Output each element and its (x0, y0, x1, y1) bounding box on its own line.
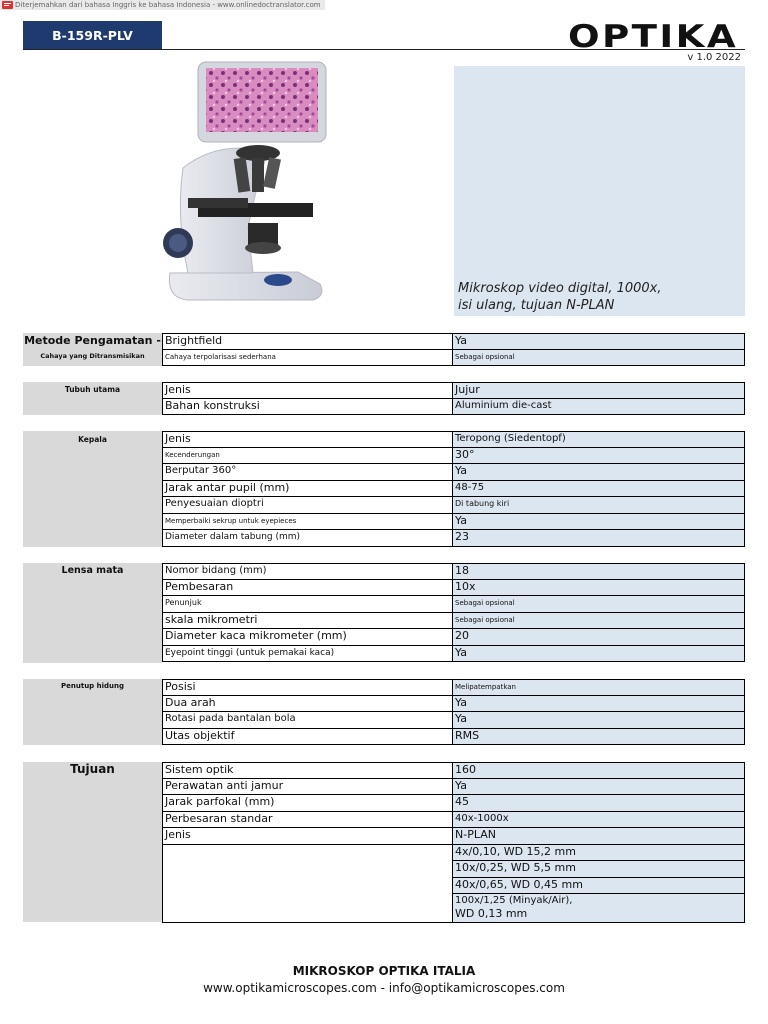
spec-label: Brightfield (162, 333, 453, 350)
spec-value: 20 (453, 629, 745, 646)
spec-value: 18 (453, 563, 745, 580)
spec-label: Nomor bidang (mm) (162, 563, 453, 580)
section-title: Tubuh utama (64, 385, 121, 394)
spec-label: Dua arah (162, 696, 453, 713)
spec-value: 10x (453, 580, 745, 597)
spec-value: Ya (453, 696, 745, 713)
spec-value: Sebagai opsional (453, 350, 745, 367)
spec-value: 45 (453, 795, 745, 812)
objective-value: 4x/0,10, WD 15,2 mm (453, 845, 745, 862)
spec-label: Jenis (162, 382, 453, 399)
section-observation-method (23, 333, 745, 366)
section-objectives (23, 762, 745, 922)
spec-label: Kecenderungan (162, 448, 453, 465)
section-title: Tujuan (70, 762, 115, 776)
section-eyepiece (23, 563, 745, 663)
spec-value: Melipatempatkan (453, 679, 745, 696)
svg-text:OPTIKA: OPTIKA (568, 19, 738, 52)
description-line: isi ulang, tujuan N-PLAN (458, 298, 615, 313)
spec-value: Ya (453, 712, 745, 729)
spec-value: Ya (453, 464, 745, 481)
translator-logo-icon (2, 1, 13, 9)
spec-label: Bahan konstruksi (162, 399, 453, 416)
spec-label: Cahaya terpolarisasi sederhana (162, 350, 453, 367)
spec-value: 160 (453, 762, 745, 779)
footer-company: MIKROSKOP OPTIKA ITALIA (292, 964, 476, 978)
spec-label: Diameter dalam tabung (mm) (162, 530, 453, 547)
spec-label: Jenis (162, 828, 453, 845)
spec-label: Perbesaran standar (162, 812, 453, 829)
spec-label: Penunjuk (162, 596, 453, 613)
spec-label: Utas objektif (162, 729, 453, 746)
spec-value: Ya (453, 333, 745, 350)
section-label (23, 563, 162, 663)
section-head (23, 431, 745, 547)
model-badge (23, 21, 162, 49)
section-title: Kepala (78, 435, 107, 444)
description-panel (454, 66, 745, 316)
spec-value: Jujur (453, 382, 745, 399)
spec-label: Eyepoint tinggi (untuk pemakai kaca) (162, 646, 453, 663)
spec-label: Sistem optik (162, 762, 453, 779)
spec-label: Posisi (162, 679, 453, 696)
spec-label: skala mikrometri (162, 613, 453, 630)
spec-value: RMS (453, 729, 745, 746)
spec-value: Di tabung kiri (453, 497, 745, 514)
spec-value: Aluminium die-cast (453, 399, 745, 416)
spec-label: Jarak antar pupil (mm) (162, 481, 453, 498)
section-nosepiece (23, 679, 745, 745)
footer-contact[interactable]: www.optikamicroscopes.com - info@optikamicroscopes.com (203, 981, 565, 995)
spec-value: Ya (453, 646, 745, 663)
section-subtitle: Cahaya yang Ditransmisikan (40, 352, 145, 360)
spec-value: 23 (453, 530, 745, 547)
translator-notice[interactable] (0, 0, 325, 10)
optika-logo (568, 18, 740, 52)
spec-value: Teropong (Siedentopf) (453, 431, 745, 448)
spec-value: Sebagai opsional (453, 613, 745, 630)
objective-value: 10x/0,25, WD 5,5 mm (453, 861, 745, 878)
translator-notice-text: Diterjemahkan dari bahasa Inggris ke bahasa Indonesia - www.onlinedoctranslator.com (15, 1, 321, 9)
objective-value: WD 0,13 mm (455, 907, 528, 920)
spec-label: Jenis (162, 431, 453, 448)
spec-value: Ya (453, 514, 745, 531)
section-title: Penutup hidung (61, 682, 124, 690)
spec-value: Ya (453, 779, 745, 796)
spec-label: Berputar 360° (162, 464, 453, 481)
section-label (23, 431, 162, 547)
spec-value: 48-75 (453, 481, 745, 498)
spec-value: N-PLAN (453, 828, 745, 845)
table-row (453, 894, 745, 923)
spec-label: Penyesuaian dioptri (162, 497, 453, 514)
spec-label: Pembesaran (162, 580, 453, 597)
spec-label: Rotasi pada bantalan bola (162, 712, 453, 729)
spec-label: Jarak parfokal (mm) (162, 795, 453, 812)
description-line: Mikroskop video digital, 1000x, (458, 281, 662, 296)
microscope-photo (148, 58, 338, 314)
spec-value: 40x-1000x (453, 812, 745, 829)
product-description (458, 280, 662, 314)
model-name: B-159R-PLV (52, 27, 133, 43)
spec-label: Perawatan anti jamur (162, 779, 453, 796)
section-label (23, 762, 162, 922)
table-row (162, 845, 745, 862)
section-title: Lensa mata (61, 565, 124, 576)
spec-value: 30° (453, 448, 745, 465)
objective-value: 100x/1,25 (Minyak/Air), (455, 895, 573, 906)
section-main-body (23, 382, 745, 415)
objective-value: 40x/0,65, WD 0,45 mm (453, 878, 745, 895)
section-title: Metode Pengamatan - (24, 334, 161, 347)
spec-label: Diameter kaca mikrometer (mm) (162, 629, 453, 646)
spec-value: Sebagai opsional (453, 596, 745, 613)
table-row (162, 861, 745, 878)
version-label: v 1.0 2022 (687, 52, 741, 63)
spec-label: Memperbaiki sekrup untuk eyepieces (162, 514, 453, 531)
table-row (162, 878, 745, 895)
